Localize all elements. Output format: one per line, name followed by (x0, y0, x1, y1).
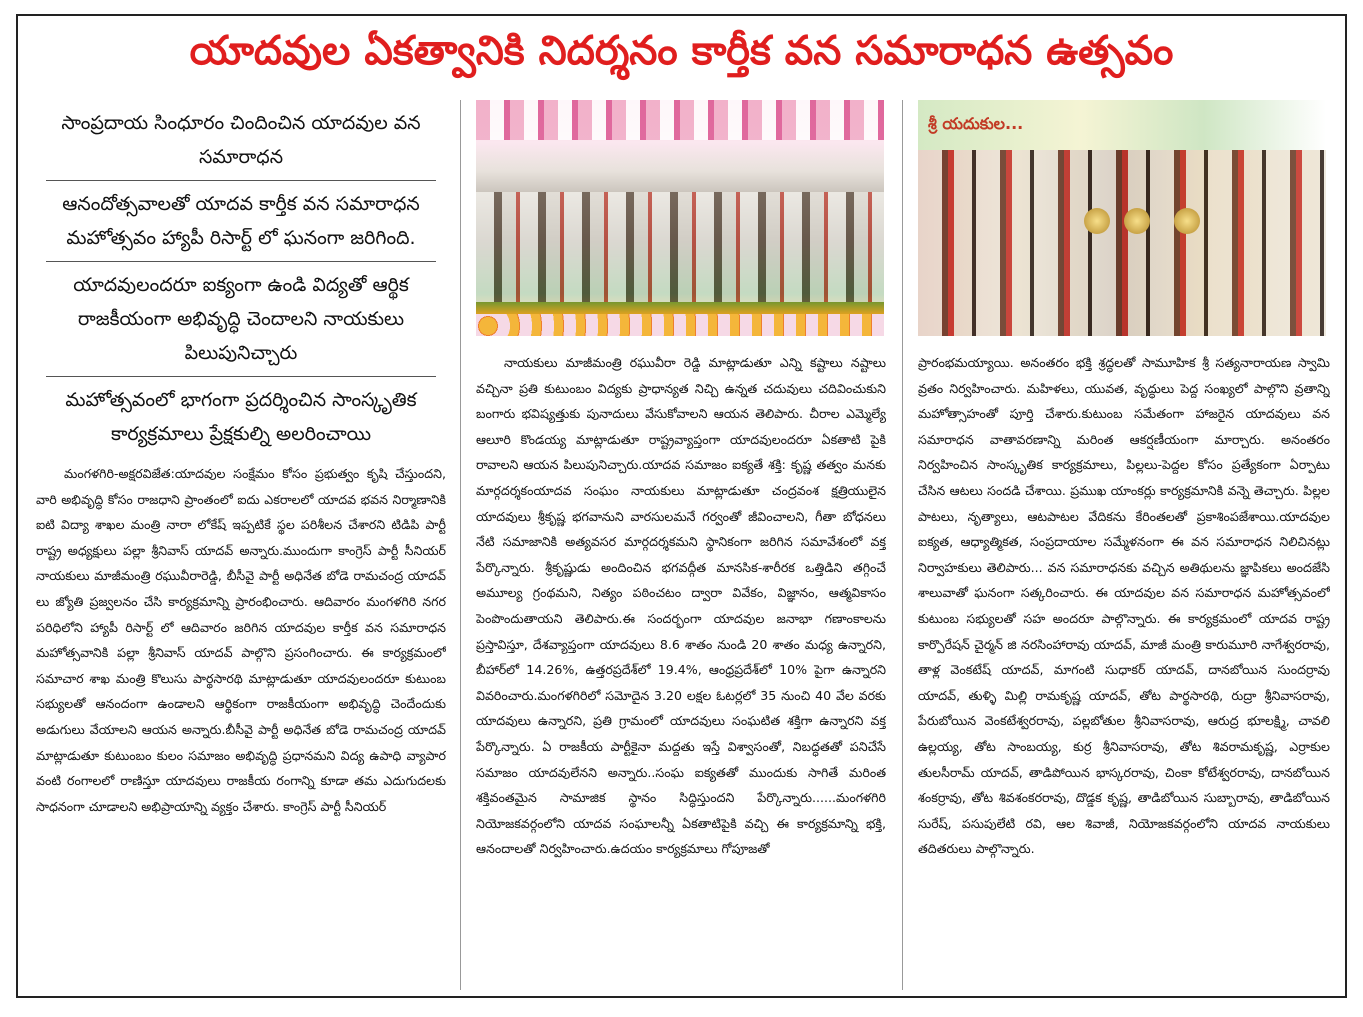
highlights (46, 100, 436, 457)
body-text-col2: నాయకులు మాజీమంత్రి రఘువీరా రెడ్డి మాట్లాడుతూ ఎన్ని కష్టాలు నష్టాలు వచ్చినా ప్రతి కుటుంబం విద్యకు ప్రాధాన్యత నిచ్చి ఉన్నత చదువులు చదివించుకుని బంగారు భవిష్యత్తుకు పునాదులు వేసుకోవాలని ఆయన తెలిపారు. చీరాల ఎమ్మెల్యే ఆలూరి కొండయ్య మాట్లాడుతూ రాష్ట్రవ్యాప్తంగా యాదవులందరూ ఏకతాటి పైకి రావాలని ఆయన పిలుపునిచ్చారు.యాదవ సమాజం ఐక్యతే శక్తి: కృష్ణ తత్వం మనకు మార్గదర్శకంయాదవ సంఘం నాయకులు మాట్లాడుతూ చంద్రవంశ క్షత్రియులైన యాదవులు శ్రీకృష్ణ భగవానుని వారసులమనే గర్వంతో జీవించాలని, గీతా బోధనలు నేటి సమాజానికి అత్యవసర మార్గదర్శకమని స్థానికంగా జరిగిన సమావేశంలో వక్త పేర్కొన్నారు. శ్రీకృష్ణుడు అందించిన భగవద్గీత మానసిక-శారీరక ఒత్తిడిని తగ్గించే అమూల్య గ్రంథమని, నిత్యం పఠించటం ద్వారా వివేకం, విజ్ఞానం, ఆత్మవికాసం పెంపొందుతాయని తెలిపారు.ఈ సందర్భంగా యాదవుల జనాభా గణాంకాలను ప్రస్తావిస్తూ, దేశవ్యాప్తంగా యాదవులు 8.6 శాతం నుండి 20 శాతం మధ్య ఉన్నారని, బీహార్‌లో 14.26%, ఉత్తరప్రదేశ్‌లో 19.4%, ఆంధ్రప్రదేశ్‌లో 10% పైగా ఉన్నారని వివరించారు.మంగళగిరిలో సమోదైన 3.20 లక్షల ఓటర్లలో 35 నుంచి 40 వేల వరకు యాదవులు ఉన్నారని, ప్రతి గ్రామంలో యాదవులు సంఘటిత శక్తిగా ఉన్నారని వక్త పేర్కొన్నారు. ఏ రాజకీయ పార్టీకైనా మద్దతు ఇస్తే విశ్వాసంతో, నిబద్ధతతో పనిచేసే సమాజం యాదవులేనని అన్నారు..సంఘ ఐక్యతతో ముందుకు సాగితే మరింత శక్తివంతమైన సామాజిక స్థానం సిద్ధిస్తుందని పేర్కొన్నారు......మంగళగిరి నియోజకవర్గంలోని యాదవ సంఘాలన్నీ ఏకతాటిపైకి వచ్చి ఈ కార్యక్రమాన్ని భక్తి, ఆనందాలతో నిర్వహించారు.ఉదయం కార్యక్రమాలు గోపూజతో (476, 355, 886, 857)
highlight-2: ఆనందోత్సవాలతో యాదవ కార్తీక వన సమారాధన మహోత్సవం హ్యాపీ రిసార్ట్ లో ఘనంగా జరిగింది. (46, 180, 436, 261)
column-divider (902, 100, 903, 990)
body-text-col3: ప్రారంభమయ్యాయి. అనంతరం భక్తి శ్రద్ధలతో సామూహిక శ్రీ సత్యనారాయణ స్వామి వ్రతం నిర్వహించారు. మహిళలు, యువత, వృద్ధులు పెద్ద సంఖ్యలో పాల్గొని వ్రతాన్ని మహోత్సాహంతో పూర్తి చేశారు.కుటుంబ సమేతంగా హాజరైన యాదవులు వన సమారాధన వాతావరణాన్ని మరింత ఆకర్షణీయంగా మార్చారు. అనంతరం నిర్వహించిన సాంస్కృతిక కార్యక్రమాలు, పిల్లలు-పెద్దల కోసం ప్రత్యేకంగా ఏర్పాటు చేసిన ఆటలు సందడి చేశాయి. ప్రముఖ యాంకర్లు కార్యక్రమానికి వన్నె తెచ్చారు. పిల్లల పాటలు, నృత్యాలు, ఆటపాటల వేదికను కేరింతలతో ప్రకాశింపజేశాయి.యాదవుల ఐక్యత, ఆధ్యాత్మికత, సంప్రదాయాల సమ్మేళనంగా ఈ వన సమారాధన నిలిచినట్లు నిర్వాహకులు తెలిపారు... వన సమారాధనకు వచ్చిన అతిథులను జ్ఞాపికలు అందజేసి శాలువాతో ఘనంగా సత్కరించారు. ఈ యాదవుల వన సమారాధన మహోత్సవంలో కుటుంబ సభ్యులతో సహ అందరూ పాల్గొన్నారు. ఈ కార్యక్రమంలో యాదవ రాష్ట్ర కార్పొరేషన్ చైర్మన్ జి నరసింహారావు యాదవ్, మాజీ మంత్రి కారుమూరి నాగేశ్వరరావు, తాళ్ల వెంకటేష్ యాదవ్, మాగంటి సుధాకర్ యాదవ్, దానబోయిన సుందర్రావు యాదవ్, తుళ్ళి మిల్లి రామకృష్ణ యాదవ్, తోట పార్థసారథి, రుద్రా శ్రీనివాసరావు, పేరుబోయిన వెంకటేశ్వరరావు, పల్లబోతుల శ్రీనివాసరావు, ఆరుద్ర భూలక్ష్మి, చావలి ఉల్లయ్య, తోట సాంబయ్య, కుర్ర శ్రీనివాసరావు, తోట శివరామకృష్ణ, ఎర్రాకుల తులసీరామ్ యాదవ్, తాడిపోయిన భాస్కరరావు, చింకా కోటేశ్వరరావు, దానబోయిన శంకర్రావు, తోట శివశంకరరావు, దొడ్డక కృష్ణ, తాడిబోయిన సుబ్బారావు, తాడిబోయిన సురేష్, పసుపులేటి రవి, ఆల శివాజీ, నియోజకవర్గంలోని యాదవ నాయకులు తదితరులు పాల్గొన్నారు. (918, 355, 1330, 857)
highlight-3: యాదవులందరూ ఐక్యంగా ఉండి విద్యతో ఆర్థిక రాజకీయంగా అభివృద్ధి చెందాలని నాయకులు పిలుపునిచ్చారు (46, 261, 436, 376)
photo-crowd (476, 192, 884, 302)
photo-guests (918, 150, 1326, 336)
headline: యాదవుల ఏకత్వానికి నిదర్శనం కార్తీక వన సమారాధన ఉత్సవం (189, 28, 1174, 74)
column-3 (918, 100, 1330, 992)
memento-icon (1124, 208, 1150, 234)
event-photo-1 (476, 100, 884, 336)
memento-icon (1174, 208, 1200, 234)
photo-banner (918, 100, 1326, 150)
photo-balloons (476, 314, 884, 336)
body-text-col1: మంగళగిరి-అక్షరవిజేత:యాదవుల సంక్షేమం కోసం ప్రభుత్వం కృషి చేస్తుందని, వారి అభివృద్ధి కోసం రాజధాని ప్రాంతంలో ఐదు ఎకరాలలో యాదవ భవన నిర్మాణానికి ఐటి విద్యా శాఖల మంత్రి నారా లోకేష్ ఇప్పటికే స్థల పరిశీలన చేశారని టిడిపి పార్టీ రాష్ట్ర అధ్యక్షులు పల్లా శ్రీనివాస్ యాదవ్ అన్నారు.ముందుగా కాంగ్రెస్ పార్టీ సీనియర్ నాయకులు మాజీమంత్రి రఘువీరారెడ్డి, బీసీవై పార్టీ అధినేత బోడె రామచంద్ర యాదవ్ లు జ్యోతి ప్రజ్వలనం చేసి కార్యక్రమాన్ని ప్రారంభించారు. ఆదివారం మంగళగిరి నగర పరిధిలోని హ్యాపీ రిసార్ట్ లో ఆదివారం జరిగిన యాదవుల కార్తీక వన సమారాధన మహోత్సవానికి పల్లా శ్రీనివాస్ యాదవ్ పాల్గొని ప్రసంగించారు. ఈ కార్యక్రమంలో సమాచార శాఖ మంత్రి కొలుసు పార్థసారథి మాట్లాడుతూ యాదవులందరూ కుటుంబ సభ్యులతో ఆనందంగా ఉండాలని ఆర్థికంగా రాజకీయంగా అభివృద్ధి చెందేందుకు అడుగులు వేయాలని ఆయన అన్నారు.బీసీవై పార్టీ అధినేత బోడె రామచంద్ర యాదవ్ మాట్లాడుతూ కుటుంబం కులం సమాజం అభివృద్ధి ప్రధానమని విద్య ఉపాధి వ్యాపార వంటి రంగాలలో రాణిస్తూ యాదవులు రాజకీయ రంగాన్ని కూడా తమ ఎదుగుదలకు సాధనంగా చూడాలని అభిప్రాయాన్ని వ్యక్తం చేశారు. కాంగ్రెస్ పార్టీ సీనియర్ (36, 466, 446, 814)
banner-text: శ్రీ యదుకుల... (928, 114, 1024, 133)
column-1 (36, 100, 446, 992)
highlight-4: మహోత్సవంలో భాగంగా ప్రదర్శించిన సాంస్కృతిక కార్యక్రమాలు ప్రేక్షకుల్ని అలరించాయి (46, 376, 436, 457)
event-photo-2 (918, 100, 1326, 336)
highlight-1: సాంప్రదాయ సింధూరం చిందించిన యాదవుల వన సమారాధన (61, 112, 421, 168)
memento-icon (1084, 208, 1110, 234)
photo-decor (476, 100, 884, 140)
column-divider (460, 100, 461, 990)
column-2 (476, 100, 886, 992)
